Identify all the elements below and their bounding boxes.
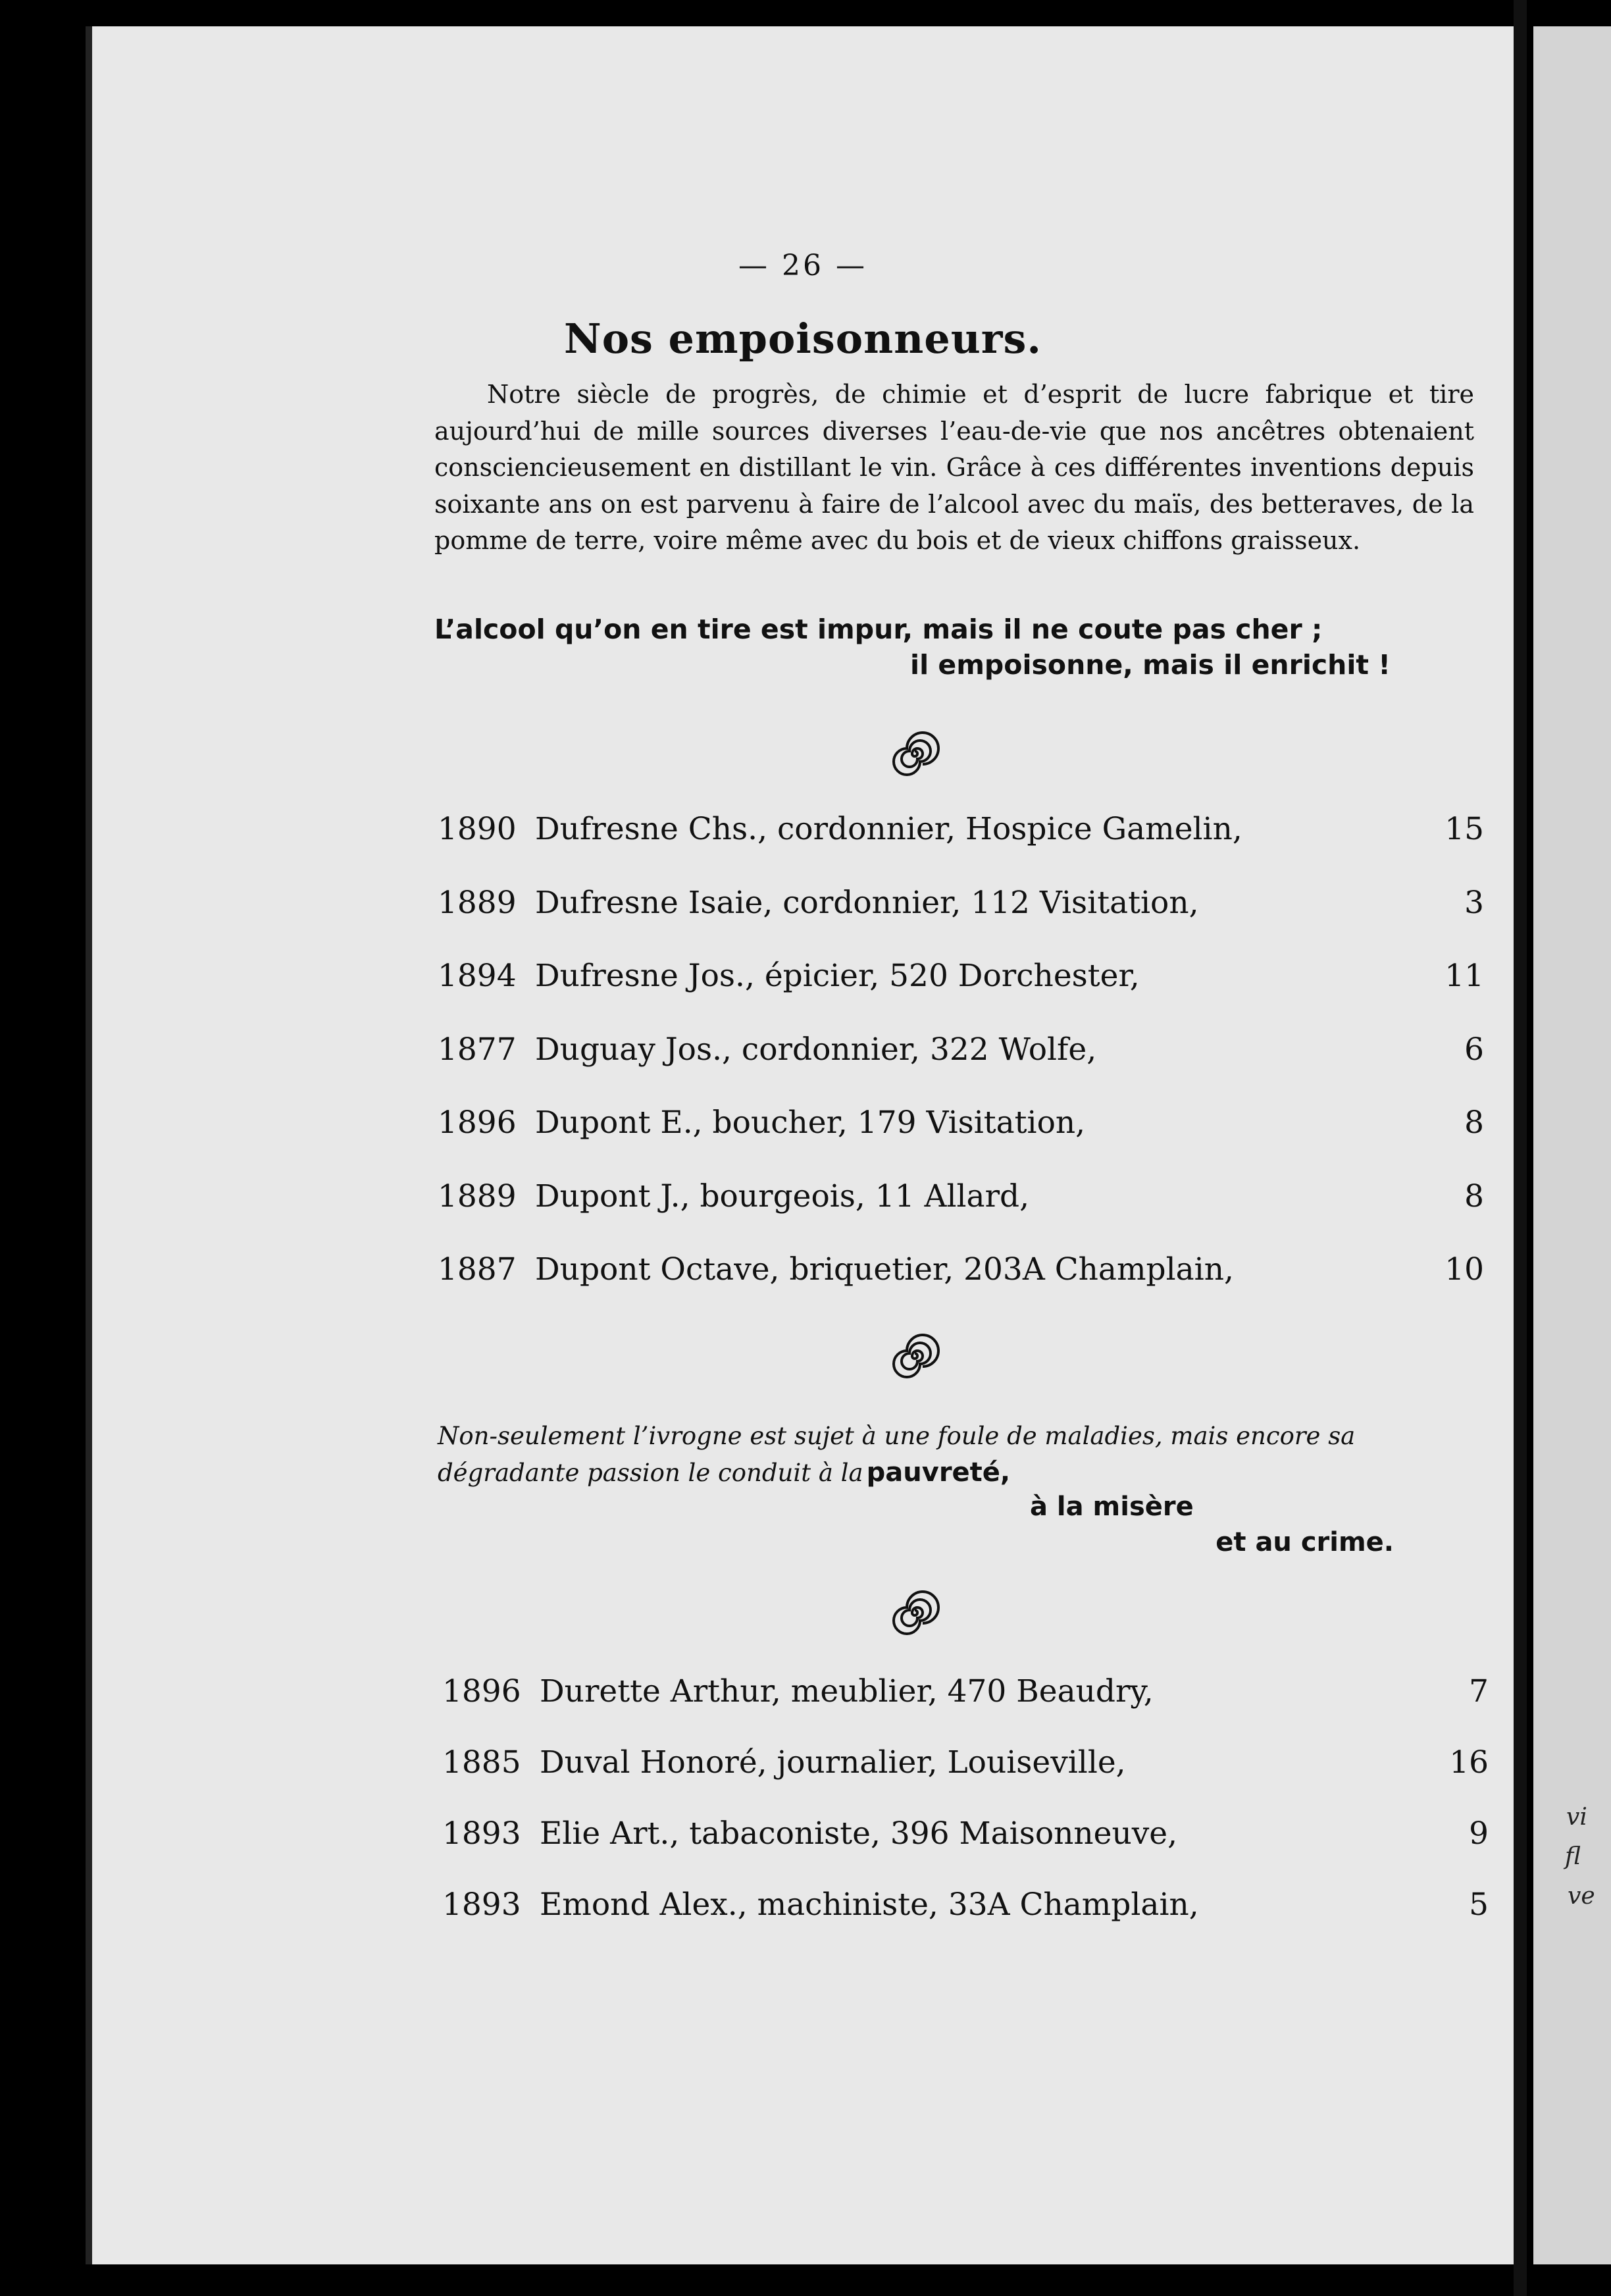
- entry-name: Duval Honoré, journalier, Louiseville,: [540, 1744, 1126, 1781]
- entry-name: Dupont E., boucher, 179 Visitation,: [535, 1105, 1086, 1141]
- page-number: — 26 —: [738, 249, 867, 282]
- entry-year: 1893: [442, 1887, 521, 1923]
- entry-year: 1885: [442, 1744, 521, 1781]
- adjacent-fragment: ve: [1568, 1883, 1595, 1910]
- entry-count: 7: [1469, 1673, 1489, 1709]
- list-item: [442, 1887, 1489, 1926]
- spiral-ornament-icon: [888, 1586, 941, 1639]
- list-item: [442, 1744, 1489, 1784]
- list-item: [442, 1673, 1489, 1713]
- list-item: [438, 885, 1484, 924]
- entry-name: Emond Alex., machiniste, 33A Champlain,: [540, 1887, 1199, 1923]
- entry-count: 16: [1449, 1744, 1489, 1781]
- quote-bold-misery: à la misère: [1030, 1492, 1194, 1522]
- intro-paragraph: Notre siècle de progrès, de chimie et d’esprit de lucre fabrique et tire aujourd’hui de mille sources diverses l’eau-de-vie que nos ancêtres obtenaient consciencieusement en distillant le vin. Grâce à ces différentes inventions depuis soixante ans on est parvenu à faire de l’alcool avec du maïs, des betteraves, de la pomme de terre, voire même avec du bois et de vieux chiffons graisseux.: [434, 380, 1474, 555]
- spiral-ornament-icon: [888, 1330, 941, 1382]
- bold-statement-1: L’alcool qu’on en tire est impur, mais il ne coute pas cher ;: [434, 613, 1323, 645]
- entry-name: Elie Art., tabaconiste, 396 Maisonneuve,: [540, 1815, 1178, 1852]
- entry-count: 11: [1445, 958, 1484, 994]
- quote-line-1: Non-seulement l’ivrogne est sujet à une foule de maladies, mais encore sa: [438, 1422, 1356, 1450]
- entry-year: 1894: [438, 958, 517, 994]
- adjacent-fragment: vi: [1566, 1804, 1587, 1831]
- entry-year: 1889: [438, 884, 517, 921]
- page-title: Nos empoisonneurs.: [564, 315, 1042, 363]
- entry-name: Durette Arthur, meublier, 470 Beaudry,: [540, 1673, 1154, 1709]
- quote-bold-crime: et au crime.: [1215, 1527, 1394, 1557]
- entry-year: 1896: [438, 1105, 517, 1141]
- entry-name: Dupont J., bourgeois, 11 Allard,: [535, 1178, 1030, 1214]
- entry-count: 15: [1445, 811, 1484, 847]
- list-item: [438, 1178, 1484, 1218]
- entry-name: Duguay Jos., cordonnier, 322 Wolfe,: [535, 1031, 1097, 1068]
- entry-year: 1889: [438, 1178, 517, 1214]
- entry-year: 1896: [442, 1673, 521, 1709]
- entry-count: 5: [1469, 1887, 1489, 1923]
- entry-count: 9: [1469, 1815, 1489, 1852]
- list-item: [438, 1105, 1484, 1144]
- list-item: [438, 811, 1484, 850]
- quote-line-2: [438, 1457, 1010, 1488]
- entry-name: Dupont Octave, briquetier, 203A Champlain,: [535, 1251, 1234, 1288]
- entry-name: Dufresne Chs., cordonnier, Hospice Gamelin,: [535, 811, 1242, 847]
- spiral-ornament-icon: [888, 727, 941, 780]
- list-item: [438, 958, 1484, 997]
- entry-count: 6: [1464, 1031, 1484, 1068]
- entry-name: Dufresne Isaie, cordonnier, 112 Visitation,: [535, 884, 1199, 921]
- entry-count: 8: [1464, 1178, 1484, 1214]
- quote-line-2-text: dégradante passion le conduit à la: [438, 1459, 863, 1487]
- entry-year: 1890: [438, 811, 517, 847]
- entry-year: 1887: [438, 1251, 517, 1288]
- list-item: [442, 1815, 1489, 1855]
- entry-count: 3: [1464, 884, 1484, 921]
- entry-name: Dufresne Jos., épicier, 520 Dorchester,: [535, 958, 1140, 994]
- entry-count: 10: [1445, 1251, 1484, 1288]
- entry-year: 1877: [438, 1031, 517, 1068]
- list-item: [438, 1251, 1484, 1291]
- bold-statement-2: il empoisonne, mais il enrichit !: [910, 649, 1391, 681]
- list-item: [438, 1031, 1484, 1071]
- adjacent-fragment: fl: [1565, 1843, 1581, 1870]
- entry-year: 1893: [442, 1815, 521, 1852]
- entry-count: 8: [1464, 1105, 1484, 1141]
- quote-bold-poverty: pauvreté,: [866, 1457, 1011, 1488]
